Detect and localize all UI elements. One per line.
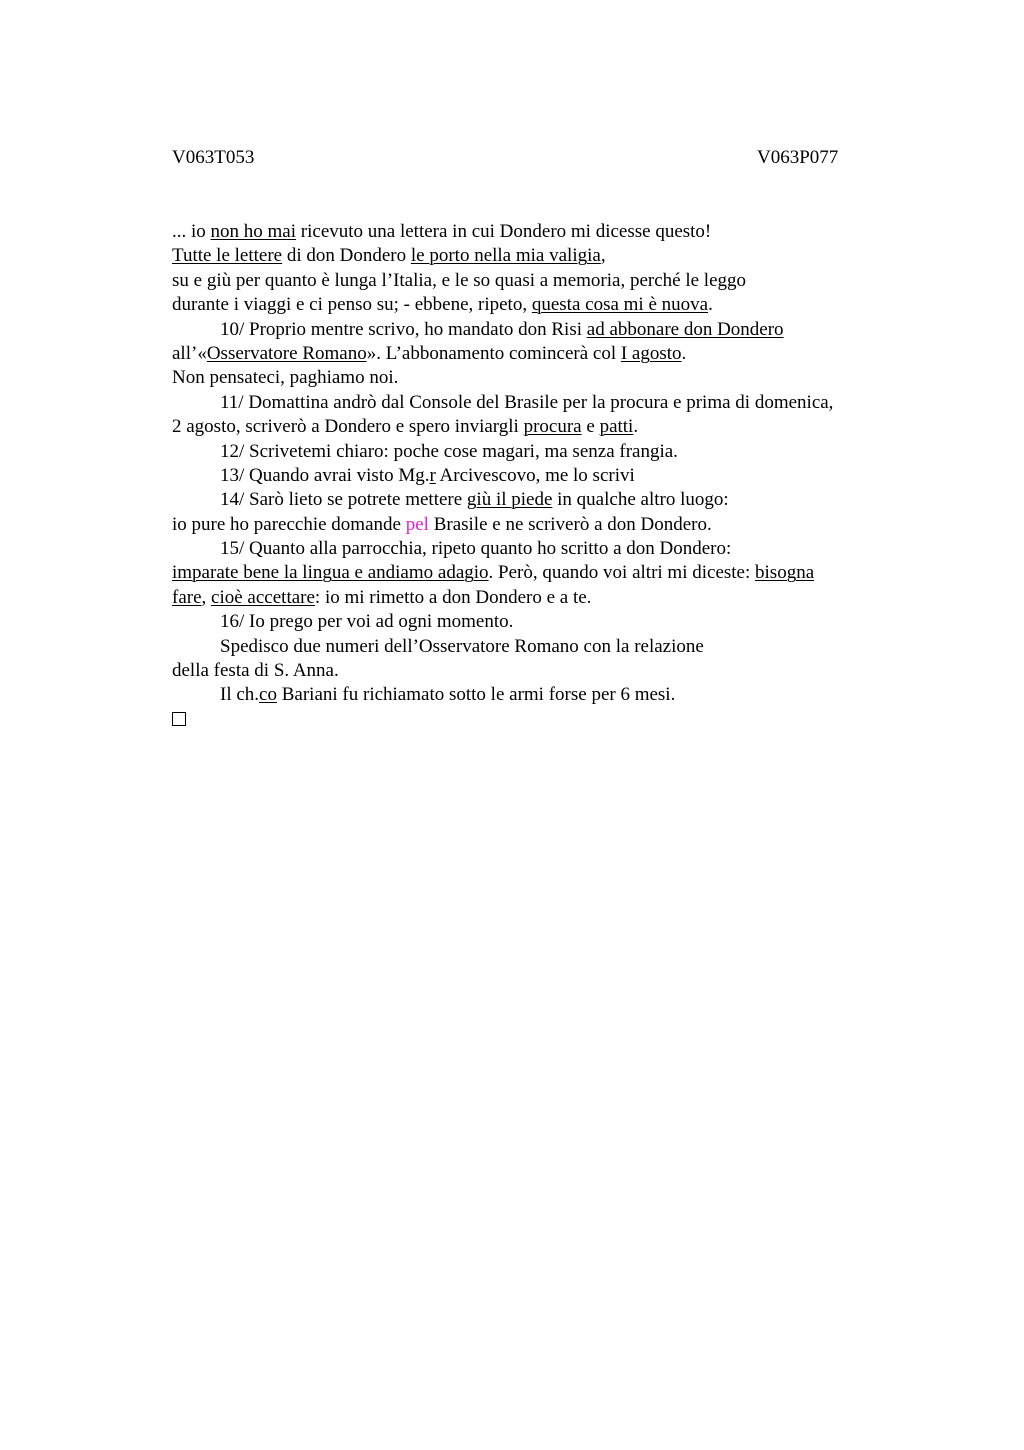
text-segment: Brasile e ne scriverò a don Dondero.	[428, 513, 712, 535]
text-line	[172, 244, 912, 268]
underlined-text: I agosto	[620, 342, 682, 364]
document-code-left: V063T053	[172, 147, 255, 168]
text-segment: Spedisco due numeri dell’Osservatore Romano con la relazione	[220, 635, 704, 657]
text-line	[172, 440, 912, 464]
text-segment: 13/ Quando avrai visto Mg.	[220, 464, 430, 486]
text-line	[172, 366, 912, 390]
underlined-text: patti	[599, 416, 634, 438]
underlined-text: le porto nella mia valigia	[410, 245, 601, 267]
text-segment: 2 agosto, scriverò a Dondero e spero inviargli	[172, 416, 524, 438]
underlined-text: cioè accettare	[211, 586, 315, 608]
underlined-text: giù il piede	[466, 489, 553, 511]
text-segment: all’«	[172, 342, 207, 364]
text-segment: in qualche altro luogo:	[552, 489, 729, 511]
text-segment: ,	[201, 586, 212, 608]
text-segment: di don Dondero	[282, 245, 411, 267]
text-segment: .	[708, 294, 713, 316]
end-square-icon	[172, 712, 186, 726]
text-segment: Il ch.	[220, 684, 260, 706]
text-segment: 10/ Proprio mentre scrivo, ho mandato don Risi	[220, 318, 587, 340]
text-segment: : io mi rimetto a don Dondero e a te.	[314, 586, 592, 608]
text-line	[172, 659, 912, 683]
underlined-text: Tutte le lettere	[172, 245, 283, 267]
highlighted-text: pel	[405, 513, 429, 535]
underlined-text: non ho mai	[210, 221, 297, 242]
text-line	[172, 488, 912, 512]
text-line	[172, 683, 912, 707]
text-line	[172, 537, 912, 561]
page-code-right: V063P077	[757, 147, 839, 168]
text-line	[172, 561, 912, 585]
text-line	[172, 513, 912, 537]
text-segment: . Però, quando voi altri mi diceste:	[488, 562, 756, 584]
underlined-text: Osservatore Romano	[206, 342, 367, 364]
text-segment: ... io	[172, 221, 211, 242]
text-line	[172, 342, 912, 366]
text-segment: ricevuto una lettera in cui Dondero mi dicesse questo!	[296, 221, 712, 242]
end-marker-line	[172, 708, 912, 732]
text-segment: 14/ Sarò lieto se potrete mettere	[220, 489, 467, 511]
text-segment: 12/ Scrivetemi chiaro: poche cose magari, ma senza frangia.	[220, 440, 678, 462]
text-line	[172, 391, 912, 415]
text-line	[172, 220, 912, 244]
underlined-text: co	[259, 684, 277, 706]
text-line	[172, 415, 912, 439]
text-segment: 11/ Domattina andrò dal Console del Brasile per la procura e prima di domenica,	[220, 391, 834, 413]
text-segment: 15/ Quanto alla parrocchia, ripeto quanto ho scritto a don Dondero:	[220, 538, 732, 560]
text-segment: ,	[600, 245, 606, 267]
text-segment: Non pensateci, paghiamo noi.	[172, 367, 399, 389]
text-line	[172, 318, 912, 342]
letter-body	[172, 220, 912, 732]
text-segment: io pure ho parecchie domande	[172, 513, 406, 535]
text-segment: ». L’abbonamento comincerà col	[366, 342, 621, 364]
text-segment: 16/ Io prego per voi ad ogni momento.	[220, 611, 514, 633]
text-segment: Bariani fu richiamato sotto le armi forse per 6 mesi.	[276, 684, 676, 706]
underlined-text: fare	[172, 586, 202, 608]
text-segment: della festa di S. Anna.	[172, 660, 339, 682]
underlined-text: questa cosa mi è nuova	[531, 294, 709, 316]
underlined-text: imparate bene la lingua e andiamo adagio	[172, 562, 489, 584]
text-line	[172, 464, 912, 488]
text-line	[172, 269, 912, 293]
underlined-text: r	[429, 464, 436, 486]
text-segment: Arcivescovo, me lo scrivi	[435, 464, 635, 486]
text-line	[172, 635, 912, 659]
text-line	[172, 586, 912, 610]
text-segment: durante i viaggi e ci penso su; - ebbene, ripeto,	[172, 294, 532, 316]
underlined-text: procura	[523, 416, 582, 438]
underlined-text: bisogna	[755, 562, 815, 584]
text-segment: e	[581, 416, 600, 438]
text-line	[172, 610, 912, 634]
text-segment: .	[681, 342, 687, 364]
underlined-text: ad abbonare don Dondero	[586, 318, 784, 340]
text-segment: .	[633, 416, 639, 438]
text-segment: su e giù per quanto è lunga l’Italia, e le so quasi a memoria, perché le leggo	[172, 269, 747, 291]
text-line	[172, 293, 912, 317]
